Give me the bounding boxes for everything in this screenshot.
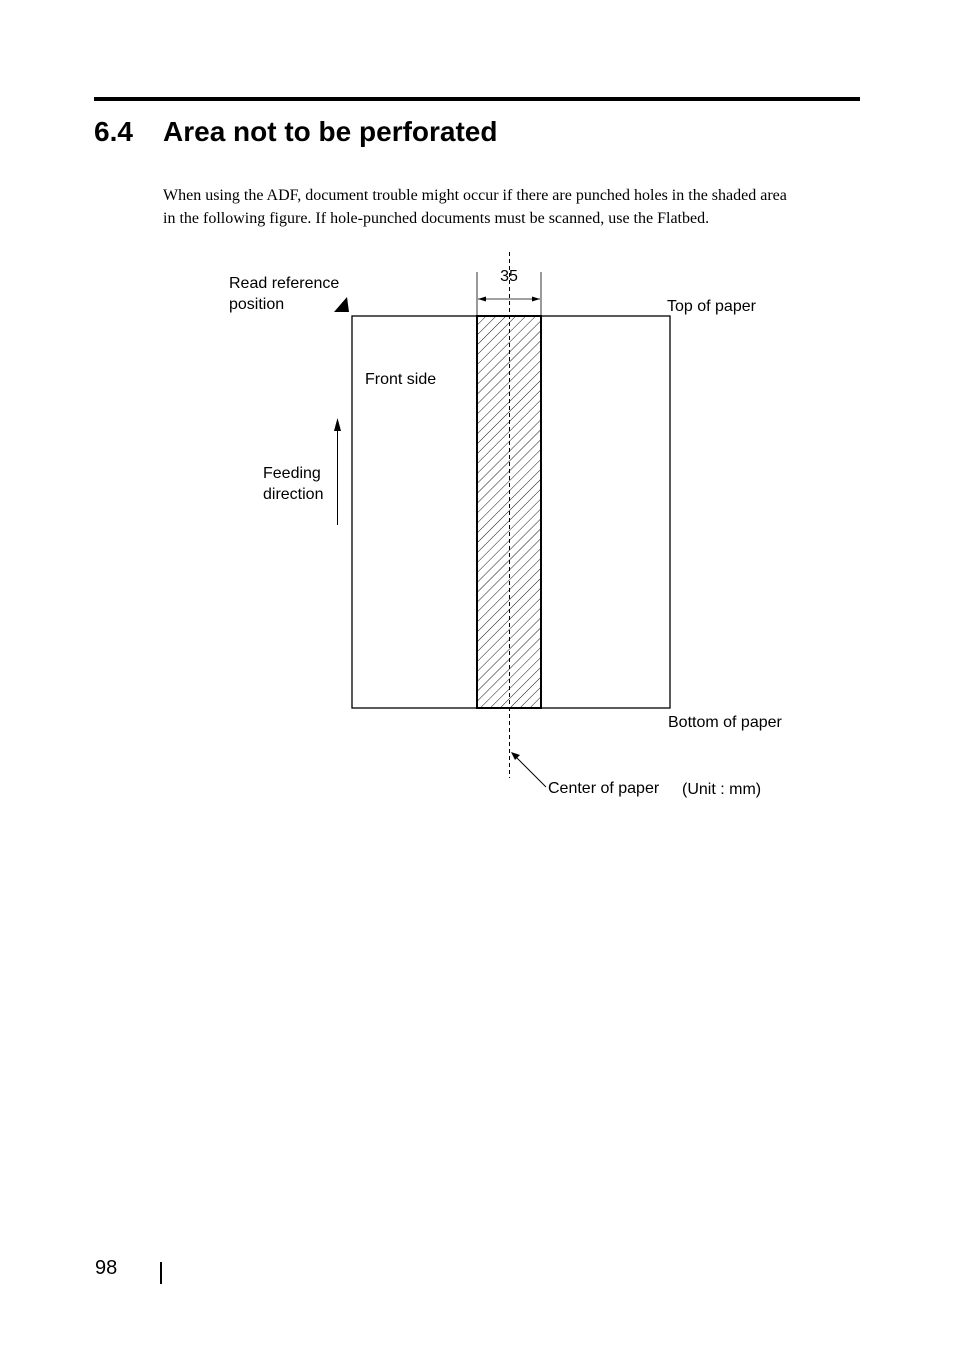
paragraph-line-1: When using the ADF, document trouble might occur if there are punched holes in the shaded area (163, 187, 787, 204)
feeding-label-line2: direction (263, 486, 324, 503)
center-leader-arrowhead (511, 752, 520, 760)
front-side-label: Front side (365, 371, 437, 388)
bottom-of-paper-label: Bottom of paper (668, 714, 782, 731)
read-reference-triangle (334, 297, 349, 312)
section-title: Area not to be perforated (163, 116, 498, 147)
section-number: 6.4 (94, 116, 133, 147)
dimension-label: 35 (500, 268, 518, 285)
center-of-paper-label: Center of paper (548, 780, 660, 797)
read-reference-label-line1: Read reference (229, 275, 340, 292)
unit-label: (Unit : mm) (682, 781, 762, 798)
feeding-label-line1: Feeding (263, 465, 321, 482)
page-number: 98 (95, 1257, 118, 1279)
footer-divider (160, 1262, 162, 1284)
read-reference-label-line2: position (229, 296, 285, 313)
center-leader-line (515, 756, 546, 787)
paragraph-line-2: in the following figure. If hole-punched documents must be scanned, use the Flatbed. (163, 210, 710, 227)
dimension-arrow-right (532, 297, 540, 302)
feeding-direction-arrowhead (334, 418, 341, 431)
dimension-arrow-left (478, 297, 486, 302)
top-of-paper-label: Top of paper (667, 298, 756, 315)
